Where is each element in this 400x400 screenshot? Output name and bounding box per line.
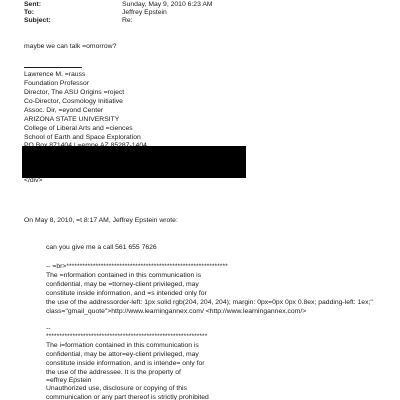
disclaimer-line: the use of the addressee. It is the property of [46,369,181,376]
disclaimer-line: confidential, may be =ttorney-client privileged, may [46,281,199,288]
disclaimer-line: -- =br>************************************************************* [46,263,228,270]
redaction-block [22,146,246,178]
separator-dashes: -- [46,325,51,332]
subject-value: Re: [122,17,133,24]
signature-line: Co-Director, Cosmology Initiative [24,98,123,105]
sent-value: Sunday, May 9, 2010 6:23 AM [122,1,213,8]
to-value: Jeffrey Epstein [122,9,167,16]
signature-line: School of Earth and Space Exploration [24,134,141,141]
signature-line: College of Liberal Arts and =ciences [24,125,133,132]
message-opening: maybe we can talk =omorrow? [24,43,117,50]
separator-stars: ************************************************************* [46,333,208,340]
disclaimer-line: The =nformation contained in this communication is [46,272,202,279]
quoted-request: can you give me a call 561 655 7626 [46,244,157,251]
disclaimer-line: The i=formation contained in this communication is [46,342,199,349]
signature-line: Foundation Professor [24,80,89,87]
signature-line: Assoc. Dir, =eyond Center [24,107,104,114]
disclaimer-line: the use of the addressorder-left: 1px solid rgb(204, 204, 204); margin: 0px=0px 0px 0.8ex; padding-left: 1ex;" [46,299,373,306]
signature-line: Lawrence M. =rauss [24,71,86,78]
disclaimer-line: Unauthorized use, disclosure or copying of this [46,385,187,392]
disclaimer-line: constitute inside information, and is intende= only for [46,360,205,367]
disclaimer-line: class="gmail_quote">http://www.learningannex.com/ <http://www.learningannex.com/> [46,308,307,315]
disclaimer-line: communication or any part thereof is strictly prohibited [46,394,209,400]
signature-line: Director, The ASU Origins =roject [24,89,125,96]
quote-attribution: On May 8, 2010, =t 8:17 AM, Jeffrey Epstein wrote: [24,217,178,224]
disclaimer-line: confidential, may be attor=ey-client privileged, may [46,351,199,358]
signature-divider [24,67,82,68]
disclaimer-line: =effrey Epstein [46,377,92,384]
sent-label: Sent: [24,1,41,8]
subject-label: Subject: [24,17,51,24]
disclaimer-line: constitute inside information, and =s intended only for [46,290,207,297]
to-label: To: [24,9,35,16]
html-residue: </div> [24,177,43,184]
signature-line: ARIZONA STATE UNIVERSITY [24,116,120,123]
